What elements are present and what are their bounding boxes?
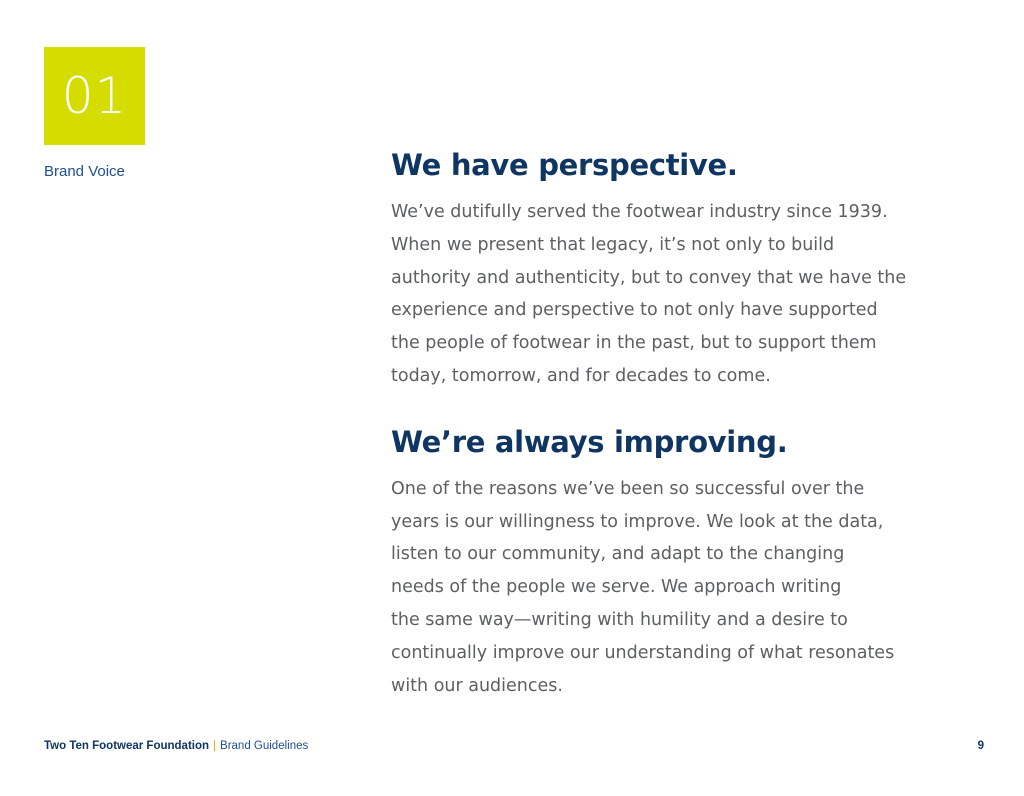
- content-block-perspective: [391, 144, 961, 393]
- section-number: 01: [61, 67, 128, 125]
- paragraph-line: listen to our community, and adapt to the changing: [391, 544, 845, 565]
- main-content: [391, 144, 961, 702]
- page-number: 9: [977, 740, 984, 752]
- paragraph-line: needs of the people we serve. We approach writing: [391, 577, 842, 598]
- paragraph-line: today, tomorrow, and for decades to come.: [391, 365, 771, 386]
- section-label: Brand Voice: [44, 163, 125, 180]
- section-heading: We have perspective.: [391, 148, 738, 182]
- body-paragraph: [391, 196, 961, 393]
- paragraph-line: When we present that legacy, it’s not only to build: [391, 234, 835, 255]
- paragraph-line: years is our willingness to improve. We look at the data,: [391, 511, 884, 532]
- body-paragraph: [391, 473, 961, 703]
- paragraph-line: the people of footwear in the past, but to support them: [391, 333, 877, 354]
- paragraph-line: One of the reasons we’ve been so successful over the: [391, 478, 865, 499]
- paragraph-line: the same way—writing with humility and a desire to: [391, 609, 848, 630]
- content-block-improving: [391, 421, 961, 703]
- paragraph-line: with our audiences.: [391, 675, 563, 696]
- page-footer: [44, 738, 308, 754]
- footer-document-title: Brand Guidelines: [220, 740, 309, 752]
- section-heading: We’re always improving.: [391, 424, 788, 459]
- paragraph-line: We’ve dutifully served the footwear industry since 1939.: [391, 202, 888, 222]
- section-number-badge: [44, 47, 145, 145]
- paragraph-line: experience and perspective to not only have supported: [391, 300, 878, 321]
- footer-separator: |: [213, 740, 217, 752]
- paragraph-line: continually improve our understanding of what resonates: [391, 642, 895, 663]
- paragraph-line: authority and authenticity, but to convey that we have the: [391, 267, 907, 288]
- footer-organization: Two Ten Footwear Foundation: [44, 740, 210, 752]
